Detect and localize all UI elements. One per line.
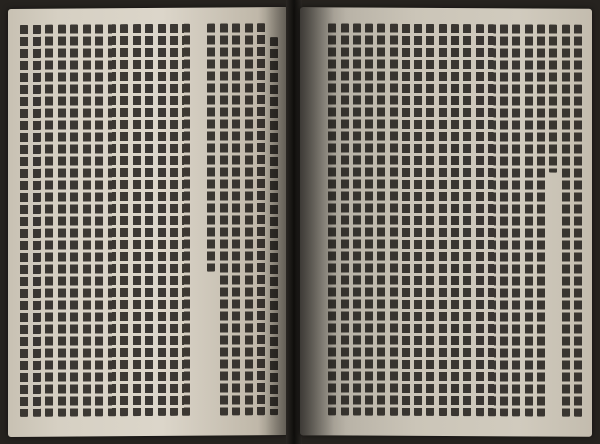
right-page-column-11 — [449, 22, 461, 422]
left-page-column-1 — [268, 21, 280, 421]
right-page-column-9 — [473, 22, 485, 422]
right-page-column-14 — [412, 22, 424, 422]
right-page-column-17 — [375, 22, 387, 422]
left-page-column-10 — [155, 22, 167, 422]
left-page-column-4 — [230, 21, 242, 421]
right-page-column-16 — [388, 22, 400, 422]
right-page-column-8 — [486, 22, 498, 422]
right-page-column-19 — [351, 22, 363, 422]
left-page-column-15 — [93, 22, 105, 422]
right-page-column-10 — [461, 22, 473, 422]
right-page-column-6 — [510, 22, 522, 422]
left-page-column-19 — [43, 23, 55, 423]
right-page — [300, 7, 592, 437]
right-page-text-columns — [326, 21, 584, 422]
left-page-column-13 — [118, 22, 130, 422]
left-page-column-11 — [143, 22, 155, 422]
left-page-text-columns — [18, 21, 280, 423]
left-page-column-2 — [255, 21, 267, 421]
right-page-column-2 — [559, 23, 571, 423]
right-page-column-15 — [400, 22, 412, 422]
left-page — [8, 7, 288, 437]
right-page-column-20 — [338, 21, 350, 421]
left-page-column-20 — [31, 23, 43, 423]
left-page-column-17 — [68, 22, 80, 422]
left-page-column-9 — [168, 22, 180, 422]
right-page-column-3 — [547, 23, 559, 423]
right-page-column-18 — [363, 22, 375, 422]
left-page-column-18 — [56, 23, 68, 423]
right-page-column-4 — [535, 22, 547, 422]
right-page-column-5 — [523, 22, 535, 422]
right-page-column-13 — [424, 22, 436, 422]
right-page-column-21 — [326, 21, 338, 421]
left-page-column-7 — [193, 22, 205, 422]
left-page-column-16 — [81, 22, 93, 422]
left-page-column-21 — [18, 23, 30, 423]
left-page-column-14 — [105, 22, 117, 422]
left-page-column-12 — [130, 22, 142, 422]
right-page-column-1 — [572, 23, 584, 423]
left-page-column-3 — [243, 21, 255, 421]
right-page-column-7 — [498, 22, 510, 422]
left-page-column-8 — [180, 22, 192, 422]
left-page-column-5 — [218, 21, 230, 421]
left-page-column-6 — [205, 22, 217, 422]
right-page-column-12 — [437, 22, 449, 422]
